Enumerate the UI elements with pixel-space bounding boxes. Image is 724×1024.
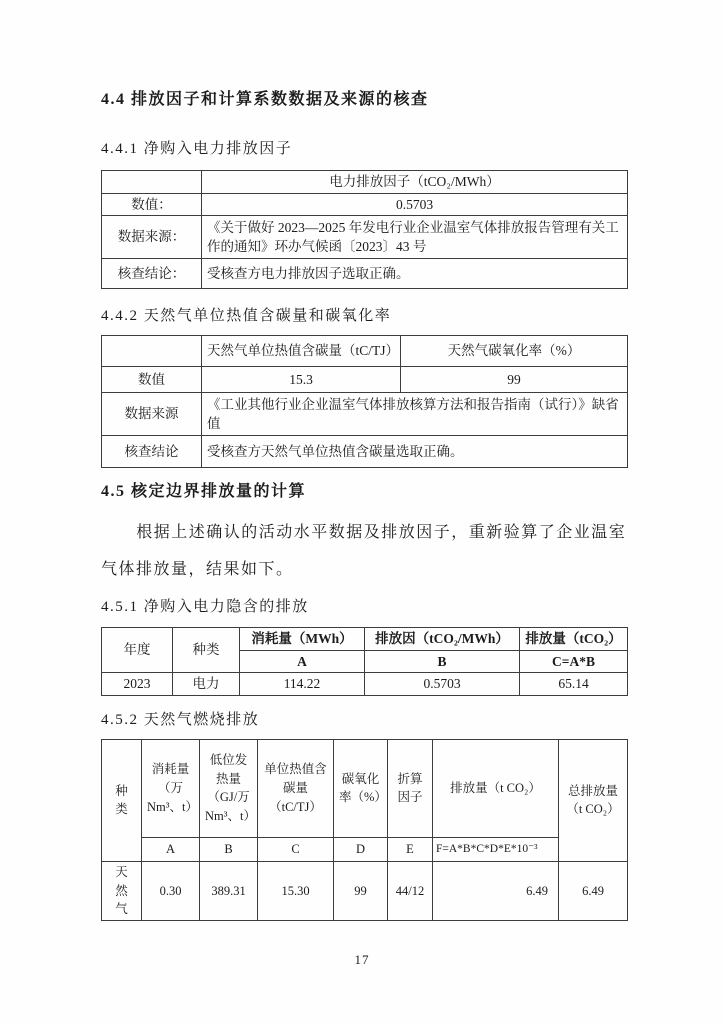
type-header-text: 种类	[115, 783, 128, 817]
oxidation-cell: 99	[334, 861, 388, 920]
oxidation-header-cell: 碳氧化率（%）	[334, 739, 388, 837]
year-cell: 2023	[102, 673, 173, 696]
letter-b-cell: B	[200, 837, 258, 861]
value-label-cell: 数值：	[102, 193, 202, 216]
table-row	[102, 216, 628, 259]
type-header-cell	[102, 739, 142, 861]
source-label-cell: 数据来源	[102, 393, 202, 436]
factor-header-cell: 排放因（tCO₂/MWh）	[365, 628, 520, 651]
emission-cell: 65.14	[520, 673, 628, 696]
table-row	[102, 861, 628, 920]
table-electricity-emissions	[101, 627, 628, 696]
heading-4-5-1: 4.5.1 净购入电力隐含的排放	[101, 599, 309, 616]
fuel-type-cell	[102, 861, 142, 920]
value-cell: 0.5703	[202, 193, 628, 216]
emission-header-cell: 排放量（t CO₂）	[433, 739, 559, 837]
table-row	[102, 837, 628, 861]
consumption-header-cell: 消耗量（MWh）	[240, 628, 365, 651]
oxidation-value-cell: 99	[401, 367, 628, 393]
consumption-cell: 114.22	[240, 673, 365, 696]
conversion-cell: 44/12	[388, 861, 433, 920]
empty-cell	[102, 336, 202, 367]
section-4-5-paragraph: 根据上述确认的活动水平数据及排放因子，重新验算了企业温室气体排放量，结果如下。	[101, 524, 627, 579]
page-content	[101, 90, 628, 921]
conversion-header-cell: 折算因子	[388, 739, 433, 837]
empty-cell	[102, 171, 202, 194]
table-natural-gas-emissions	[101, 739, 628, 921]
electricity-factor-header-cell: 电力排放因子（tCO₂/MWh）	[202, 171, 628, 194]
letter-a-cell: A	[240, 650, 365, 673]
fuel-type-text: 天然气	[115, 864, 128, 917]
table-row	[102, 336, 628, 367]
table-row	[102, 171, 628, 194]
total-emission-cell: 6.49	[559, 861, 628, 920]
conclusion-cell: 受核查方电力排放因子选取正确。	[202, 259, 628, 289]
heading-4-4: 4.4 排放因子和计算系数数据及来源的核查	[101, 91, 429, 108]
type-cell: 电力	[173, 673, 240, 696]
table-row	[102, 628, 628, 651]
table-row	[102, 436, 628, 468]
page-number: 17	[354, 952, 370, 967]
letter-d-cell: D	[334, 837, 388, 861]
heading-4-4-1: 4.4.1 净购入电力排放因子	[101, 141, 293, 157]
factor-cell: 0.5703	[365, 673, 520, 696]
source-cell: 《关于做好 2023—2025 年发电行业企业温室气体排放报告管理有关工作的通知》环办气候函〔2023〕43 号	[202, 216, 628, 259]
carbon-content-header-cell: 单位热值含碳量（tC/TJ）	[258, 739, 334, 837]
table-electricity-emission-factor	[101, 170, 628, 289]
table-row	[102, 367, 628, 393]
letter-a-cell: A	[142, 837, 200, 861]
value-label-cell: 数值	[102, 367, 202, 393]
conclusion-label-cell: 核查结论：	[102, 259, 202, 289]
consumption-cell: 0.30	[142, 861, 200, 920]
carbon-content-header-cell: 天然气单位热值含碳量（tC/TJ）	[202, 336, 401, 367]
heading-4-4-2: 4.4.2 天然气单位热值含碳量和碳氧化率	[101, 308, 392, 325]
total-emission-header-cell: 总排放量（t CO₂）	[559, 739, 628, 861]
oxidation-rate-header-cell: 天然气碳氧化率（%）	[401, 336, 628, 367]
type-header-cell: 种类	[173, 628, 240, 673]
table-row	[102, 393, 628, 436]
letter-c-cell: C	[258, 837, 334, 861]
emission-header-cell: 排放量（tCO₂）	[520, 628, 628, 651]
conclusion-label-cell: 核查结论	[102, 436, 202, 468]
ncv-header-cell: 低位发热量（GJ/万Nm³、t）	[200, 739, 258, 837]
source-cell: 《工业其他行业企业温室气体排放核算方法和报告指南（试行）》缺省值	[202, 393, 628, 436]
formula-f-cell: F=A*B*C*D*E*10⁻³	[433, 837, 559, 861]
year-header-cell: 年度	[102, 628, 173, 673]
table-row	[102, 259, 628, 289]
conclusion-cell: 受核查方天然气单位热值含碳量选取正确。	[202, 436, 628, 468]
heading-4-5: 4.5 核定边界排放量的计算	[101, 483, 307, 501]
carbon-content-cell: 15.30	[258, 861, 334, 920]
source-label-cell: 数据来源：	[102, 216, 202, 259]
table-row	[102, 673, 628, 696]
table-row	[102, 739, 628, 837]
carbon-value-cell: 15.3	[202, 367, 401, 393]
letter-e-cell: E	[388, 837, 433, 861]
letter-b-cell: B	[365, 650, 520, 673]
consumption-header-cell: 消耗量（万Nm³、t）	[142, 739, 200, 837]
table-row	[102, 193, 628, 216]
table-natural-gas-coefficients	[101, 335, 628, 468]
ncv-cell: 389.31	[200, 861, 258, 920]
emission-cell: 6.49	[433, 861, 559, 920]
heading-4-5-2: 4.5.2 天然气燃烧排放	[101, 711, 260, 728]
letter-c-cell: C=A*B	[520, 650, 628, 673]
